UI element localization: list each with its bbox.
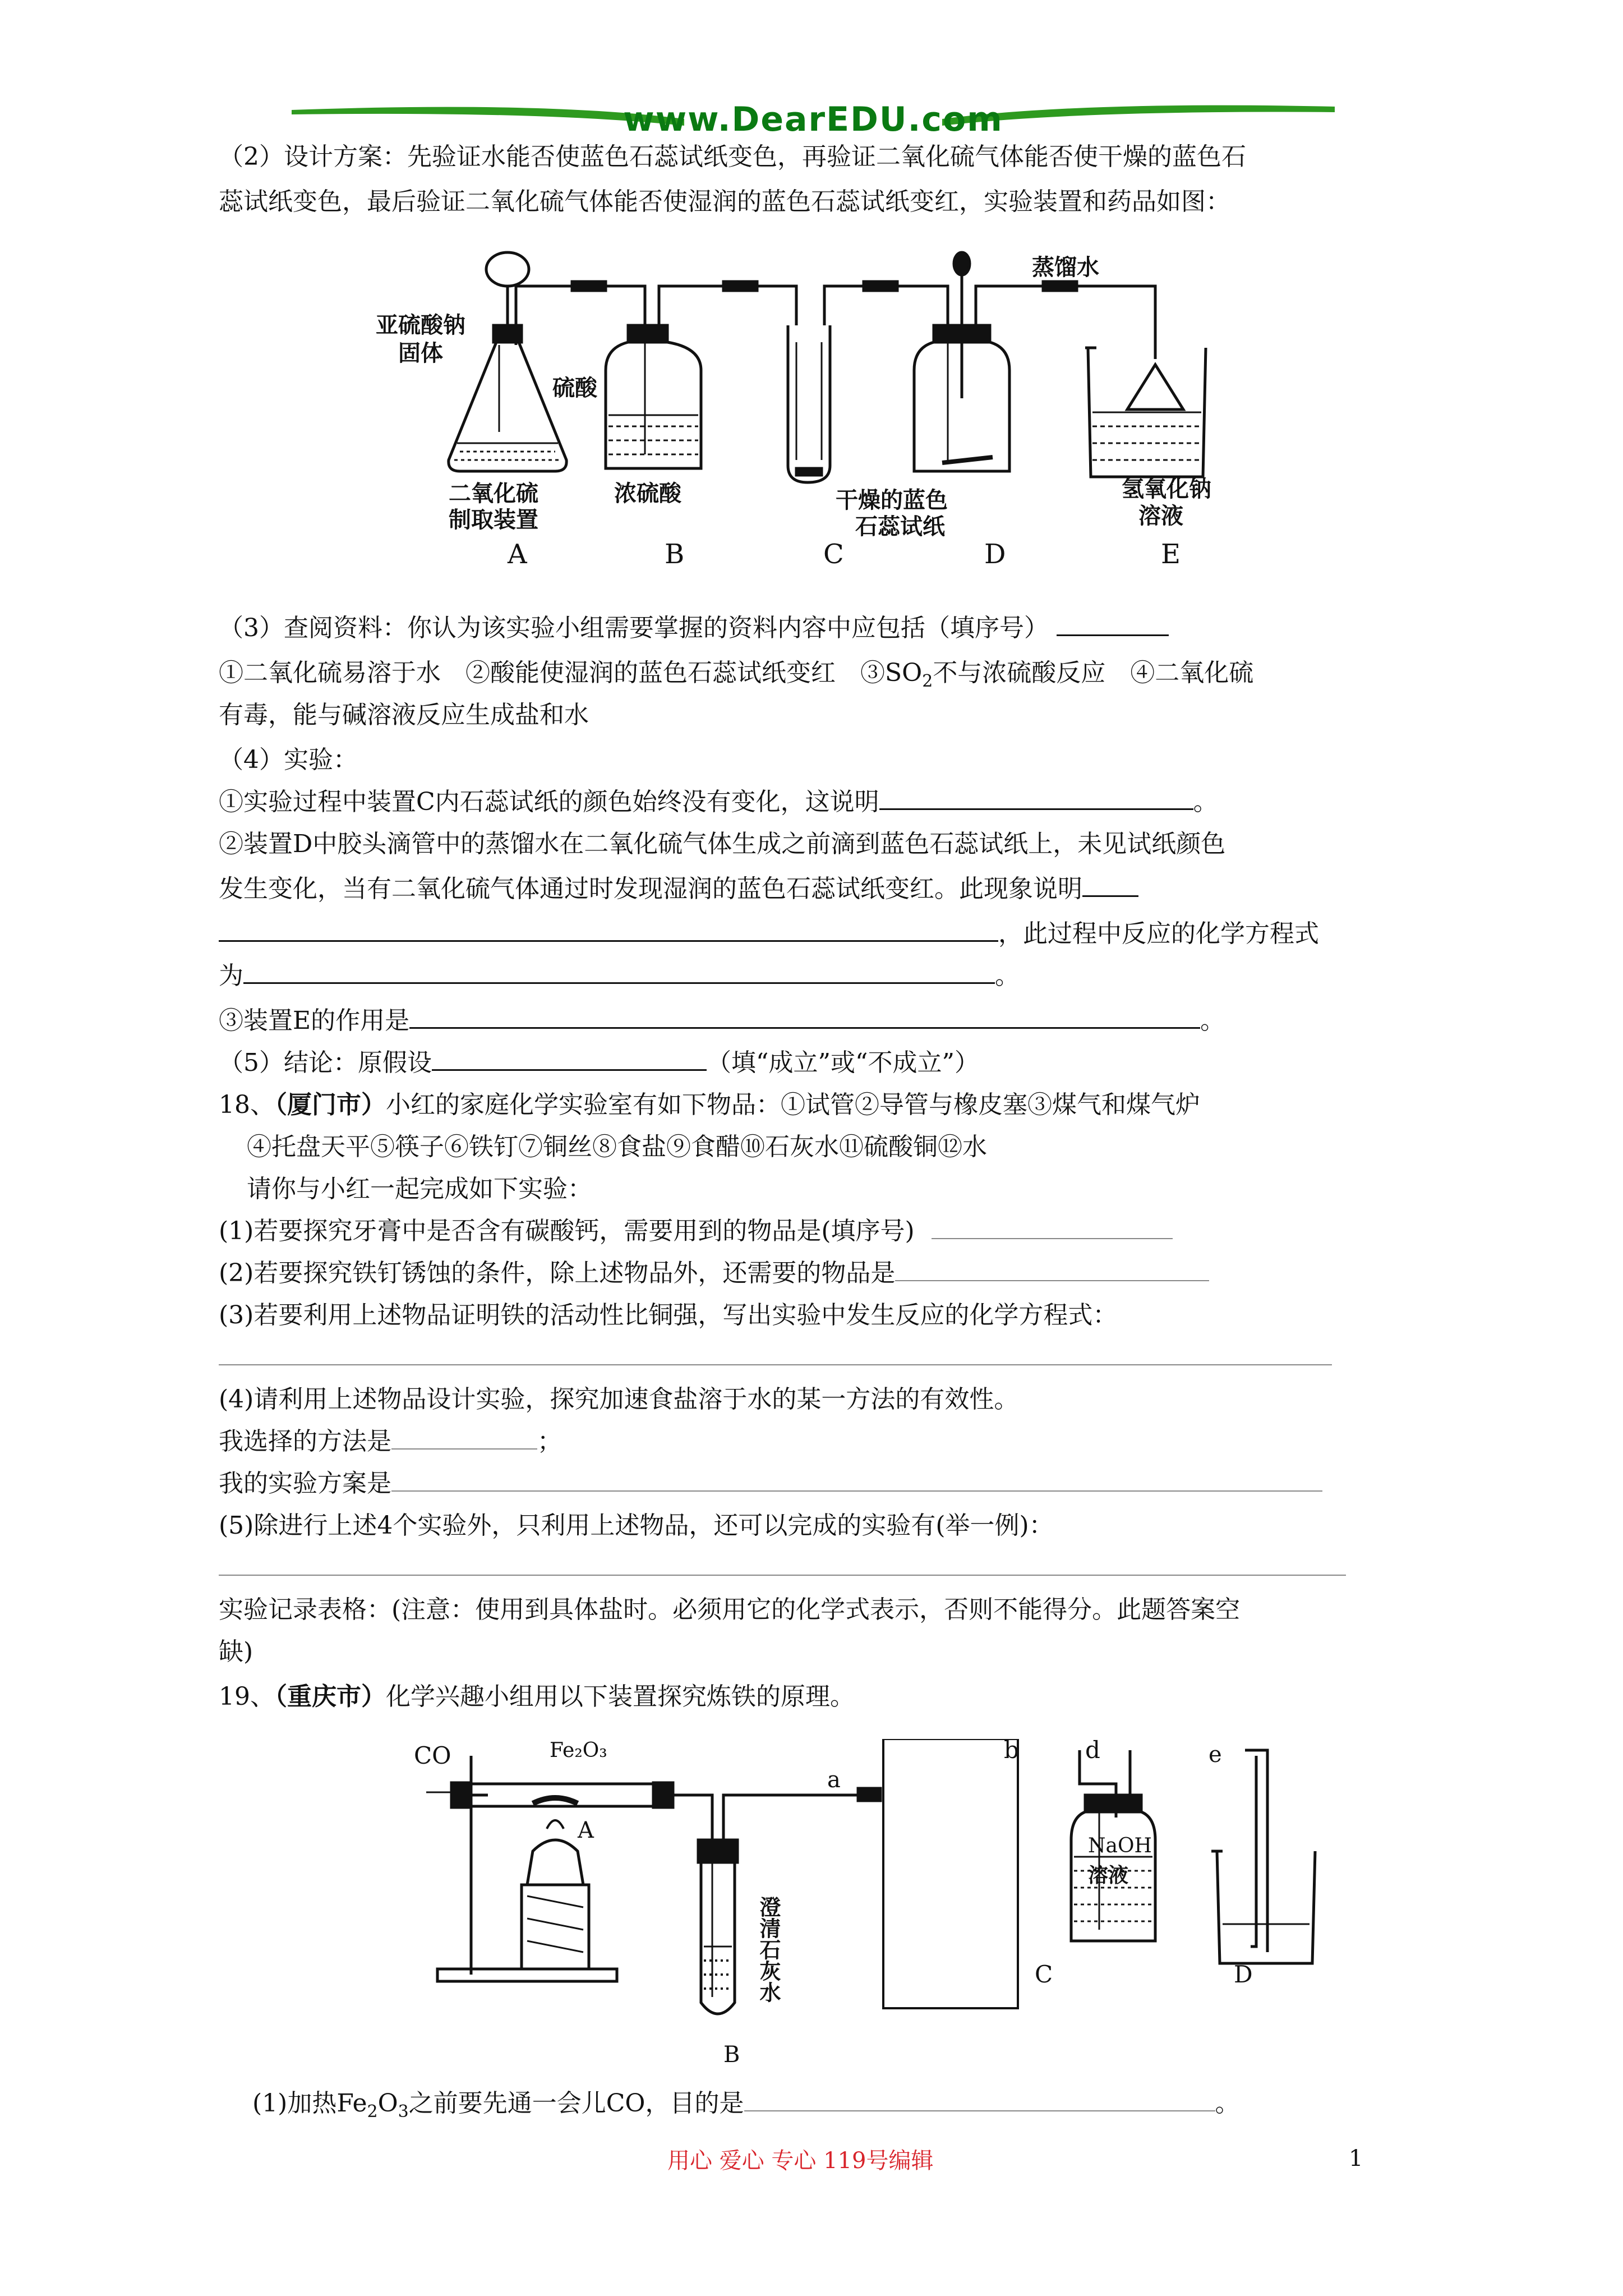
- part4-q3-period: 。: [1200, 1006, 1225, 1035]
- label-limewater: 澄清石灰水: [756, 1896, 781, 2003]
- label-naoh-2: 溶液: [1138, 503, 1183, 529]
- q19-s1-text-a: (1)加热Fe: [252, 2089, 367, 2118]
- q19-s1-text-c: O: [377, 2089, 398, 2118]
- q18-note-1: 实验记录表格：(注意：使用到具体盐时。必须用它的化学式表示，否则不能得分。此题答案空: [219, 1595, 1241, 1624]
- label-so2-prep-2: 制取装置: [449, 507, 538, 533]
- part4-q2-wei: 为: [219, 961, 243, 990]
- part4-q2-blank-a[interactable]: [1082, 873, 1138, 897]
- label-b-small: b: [1004, 1736, 1019, 1764]
- q18-city: （厦门市）: [275, 1091, 386, 1119]
- part4-q3-text: ③装置E的作用是: [219, 1006, 410, 1035]
- apparatus-letter-d: D: [984, 539, 1006, 570]
- q19-intro: [219, 1680, 855, 1714]
- q18-s5: (5)除进行上述4个实验外，只利用上述物品，还可以完成的实验有(举一例)：: [219, 1511, 1054, 1540]
- label-so2-prep-1: 二氧化硫: [449, 480, 538, 507]
- part5-hint: （填“成立”或“不成立”）: [707, 1048, 979, 1077]
- beaker-d: [1211, 1750, 1315, 1963]
- apparatus-e: [1085, 348, 1206, 477]
- part3-question: （3）查阅资料：你认为该实验小组需要掌握的资料内容中应包括（填序号）: [219, 614, 1049, 642]
- label-a-small: a: [827, 1767, 841, 1793]
- part3-line2: [219, 656, 1253, 698]
- part5-blank[interactable]: [432, 1047, 707, 1071]
- apparatus-b: [606, 325, 701, 468]
- part3-options-a: ①二氧化硫易溶于水 ②酸能使湿润的蓝色石蕊试纸变红 ③SO: [219, 659, 923, 687]
- page-number: 1: [1349, 2146, 1363, 2171]
- label-d-big: D: [1234, 1961, 1253, 1988]
- part3-answer-blank[interactable]: [1057, 612, 1169, 636]
- part3-sub-2: 2: [922, 671, 933, 691]
- label-distilled-water: 蒸馏水: [1032, 254, 1099, 280]
- test-tube-b: [698, 1840, 737, 2014]
- label-fe2o3: Fe₂O₃: [550, 1739, 607, 1762]
- part2-line2: 蕊试纸变色，最后验证二氧化硫气体能否使湿润的蓝色石蕊试纸变红，实验装置和药品如图：: [219, 187, 1230, 216]
- part4-q2-line2: [219, 872, 1138, 906]
- q18-s1-blank[interactable]: [932, 1216, 1173, 1239]
- q18-intro: [219, 1088, 1200, 1122]
- apparatus-letter-b: B: [665, 539, 685, 570]
- part3-line3: 有毒，能与碱溶液反应生成盐和水: [219, 701, 589, 729]
- q18-s3: (3)若要利用上述物品证明铁的活动性比铜强，写出实验中发生反应的化学方程式：: [219, 1301, 1118, 1329]
- q19-s1-blank[interactable]: [744, 2088, 1215, 2111]
- q18-s4a-text: 我选择的方法是: [219, 1427, 391, 1456]
- label-co: CO: [414, 1742, 451, 1769]
- part5-text: （5）结论：原假设: [219, 1048, 432, 1077]
- part4-q3-blank[interactable]: [409, 1005, 1200, 1029]
- part4-q2-period: 。: [995, 961, 1020, 990]
- q18-s2-text: (2)若要探究铁钉锈蚀的条件，除上述物品外，还需要的物品是: [219, 1259, 896, 1287]
- q18-prompt: 请你与小红一起完成如下实验：: [247, 1175, 592, 1203]
- label-sodium-sulfite-2: 固体: [398, 340, 443, 366]
- label-sodium-sulfite-1: 亚硫酸钠: [376, 312, 465, 338]
- label-naoh-1: 氢氧化钠: [1122, 476, 1211, 502]
- q18-s5-answer: [219, 1551, 1346, 1585]
- label-naoh-c-1: NaOH: [1088, 1834, 1152, 1857]
- q18-s4b-text: 我的实验方案是: [219, 1469, 391, 1498]
- part3-options-c: 不与浓硫酸反应 ④二氧化硫: [933, 659, 1254, 687]
- label-naoh-c-2: 溶液: [1088, 1864, 1129, 1887]
- q19-s1: [252, 2087, 1240, 2129]
- label-conc-sulfuric-acid: 浓硫酸: [614, 480, 681, 507]
- label-sulfuric-acid: 硫酸: [552, 375, 597, 401]
- part4-q3: [219, 1004, 1225, 1038]
- tube-a: [451, 1783, 673, 1807]
- q18-intro-text: 小红的家庭化学实验室有如下物品：①试管②导管与橡皮塞③煤气和煤气炉: [386, 1091, 1200, 1119]
- q18-number: 18、: [219, 1091, 275, 1119]
- site-title: www.DearEDU.com: [623, 100, 1003, 139]
- label-c-big: C: [1035, 1961, 1053, 1988]
- part4-q2-equation-prompt: ，此过程中反应的化学方程式: [998, 919, 1319, 948]
- part4-q2-line4: [219, 959, 1020, 993]
- apparatus-letter-c: C: [823, 539, 844, 570]
- part2-line1: （2）设计方案：先验证水能否使蓝色石蕊试纸变色，再验证二氧化硫气体能否使干燥的蓝色石: [219, 142, 1246, 171]
- q18-s4a: [219, 1425, 562, 1458]
- q18-note-2: 缺): [219, 1637, 253, 1666]
- q18-s4b: [219, 1467, 1322, 1501]
- part4-q1-text: ①实验过程中装置C内石蕊试纸的颜色始终没有变化，这说明: [219, 788, 879, 816]
- q19-city: （重庆市）: [275, 1682, 386, 1711]
- footer-text: 用心 爱心 专心 119号编辑: [667, 2148, 934, 2174]
- q18-s1: [219, 1214, 1173, 1248]
- q18-s3-answer: [219, 1341, 1332, 1374]
- label-d-small: d: [1085, 1736, 1100, 1764]
- part4-q2-line1: ②装置D中胶头滴管中的蒸馏水在二氧化硫气体生成之前滴到蓝色石蕊试纸上，未见试纸颜色: [219, 830, 1226, 858]
- label-b-big: B: [723, 2042, 740, 2068]
- q18-s4a-blank[interactable]: [391, 1426, 537, 1450]
- q18-s4a-end: ；: [537, 1427, 562, 1456]
- part4-heading: （4）实验：: [219, 746, 358, 774]
- q18-s2-blank[interactable]: [895, 1258, 1209, 1281]
- q18-s5-blank[interactable]: [219, 1552, 1346, 1576]
- label-a-big: A: [578, 1818, 594, 1843]
- part4-q2-text: 发生变化，当有二氧化硫气体通过时发现湿润的蓝色石蕊试纸变红。此现象说明: [219, 875, 1082, 903]
- apparatus-letter-a: A: [508, 539, 527, 570]
- iron-smelting-figure: [426, 1739, 1335, 2064]
- part4-q2-line3: [219, 917, 1319, 951]
- apparatus-letter-e: E: [1161, 539, 1181, 570]
- part5-line: [219, 1046, 979, 1080]
- q19-s1-sub-3: 3: [398, 2101, 409, 2122]
- q19-s1-text-e: 之前要先通一会儿CO，目的是: [408, 2089, 744, 2118]
- part4-q2-equation-blank[interactable]: [243, 960, 995, 984]
- q18-items: ④托盘天平⑤筷子⑥铁钉⑦铜丝⑧食盐⑨食醋⑩石灰水⑪硫酸铜⑫水: [247, 1133, 987, 1161]
- q19-intro-text: 化学兴趣小组用以下装置探究炼铁的原理。: [386, 1682, 855, 1711]
- part4-q1-period: 。: [1193, 788, 1218, 816]
- q18-s4: (4)请利用上述物品设计实验，探究加速食盐溶于水的某一方法的有效性。: [219, 1385, 1019, 1414]
- apparatus-c: [788, 325, 830, 482]
- part4-q1: [219, 785, 1218, 819]
- q18-s2: [219, 1257, 1209, 1290]
- q18-s4b-blank[interactable]: [391, 1468, 1322, 1492]
- q19-s1-period: 。: [1215, 2089, 1240, 2118]
- label-e-small: e: [1209, 1742, 1222, 1768]
- label-dry-paper-1: 干燥的蓝色: [836, 487, 948, 513]
- label-dry-paper-2: 石蕊试纸: [855, 513, 945, 540]
- part3-line1: [219, 611, 1169, 645]
- q19-number: 19、: [219, 1682, 275, 1711]
- q18-s1-text: (1)若要探究牙膏中是否含有碳酸钙，需要用到的物品是(填序号): [219, 1217, 915, 1245]
- q18-s3-blank[interactable]: [219, 1342, 1332, 1365]
- part4-q2-blank-b[interactable]: [219, 918, 998, 942]
- q19-s1-sub-2: 2: [367, 2101, 378, 2122]
- part4-q1-blank[interactable]: [879, 786, 1193, 810]
